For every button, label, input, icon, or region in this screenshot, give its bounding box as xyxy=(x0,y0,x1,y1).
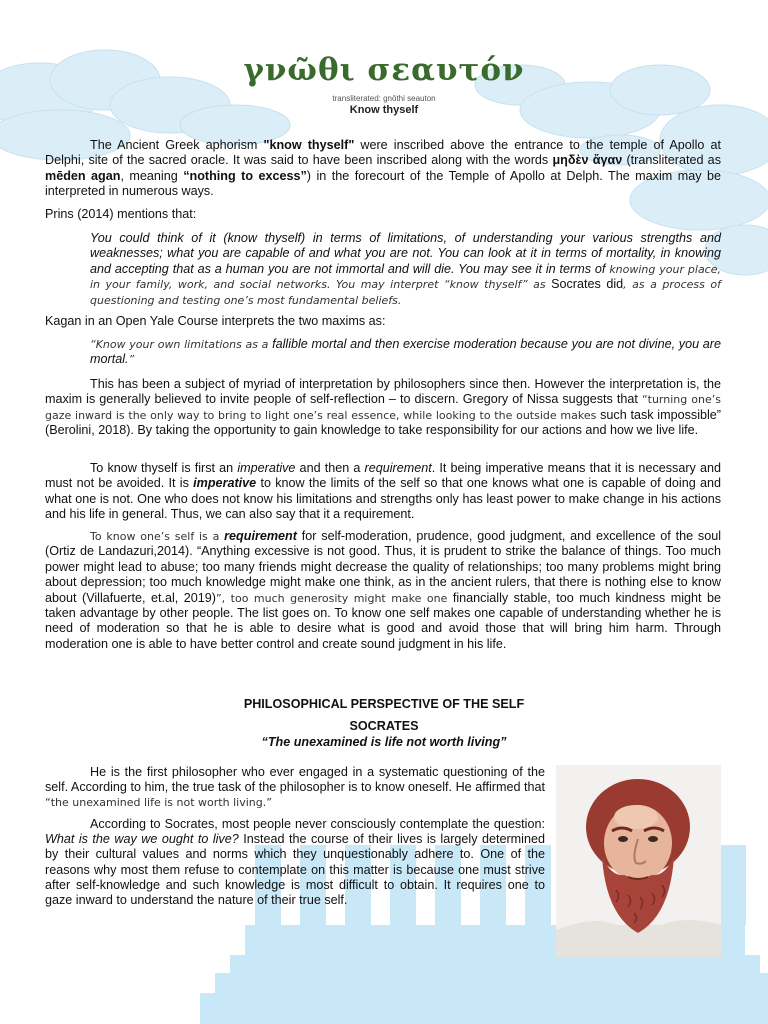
portrait-illustration-icon xyxy=(556,765,721,957)
section-subheading: SOCRATES xyxy=(349,719,419,733)
section-quote: “The unexamined is life not worth living” xyxy=(261,735,507,749)
socrates-portrait xyxy=(556,765,721,957)
paragraph-imperative: To know thyself is first an imperative and then a requirement. It being imperative means that it is necessary and must not be avoided. It is imperative to know the limits of the self so that one knows what one is capable of doing and what one is not. One who does not know his limitations and strengths only has least power to make change in his actions and his life in general. Thus, we can also say that it a requirement. xyxy=(45,461,721,522)
transliteration: transliterated: gnōthi seauton xyxy=(332,94,436,103)
section-heading: PHILOSOPHICAL PERSPECTIVE OF THE SELF xyxy=(243,697,525,711)
paragraph-kagan: Kagan in an Open Yale Course interprets the two maxims as: xyxy=(45,314,386,328)
paragraph-intro: The Ancient Greek aphorism "know thyself" were inscribed above the entrance to the temple of Apollo at Delphi, site of the sacred oracle. It was said to have been inscribed along with the words μηδὲν ἄγαν (transliterated as mēden agan, meaning “nothing to excess”) in the forecourt of the Temple of Apollo at Delph. The maxim may be interpreted in numerous ways. xyxy=(45,138,721,199)
paragraph-interpretation: This has been a subject of myriad of interpretation by philosophers since then. However the interpretation is, the maxim is generally believed to invite people of self-reflection – to discern. Gregory of Nissa suggests that “turning one’s gaze inward is the only way to bring to light one’s real essence, while looking to the outside makes such task impossible” (Berolini, 2018). By taking the opportunity to gain knowledge to take responsibility for our actions and how we live life. xyxy=(45,377,721,438)
paragraph-prins: Prins (2014) mentions that: xyxy=(45,207,197,221)
quote-prins: You could think of it (know thyself) in terms of limitations, of understanding your various strengths and weaknesses; what you are capable of and what you are not. You can look at it in terms of mortality, in knowing and accepting that as a human you are not immortal and will die. You may see it in terms of knowing your place, in your family, work, and social networks. You may interpret “know thyself” as Socrates did, as a process of questioning and testing one’s most fundamental beliefs. xyxy=(90,231,721,307)
page-title: γνῶθι σεαυτόν xyxy=(243,52,525,88)
page-subtitle: Know thyself xyxy=(349,104,419,116)
paragraph-socrates-question: According to Socrates, most people never consciously contemplate the question: What is the way we ought to live? Instead the course of their lives is largely determined by their cultural values and norms which they unquestionably adhere to. One of the reasons why most them refuse to contemplate on this matter is because one must strive after self-knowledge and such knowledge is most difficult to obtain. It requires one to gaze inward to understand the nature of their true self. xyxy=(45,817,545,908)
paragraph-socrates-intro: He is the first philosopher who ever engaged in a systematic questioning of the self. According to him, the true task of the philosopher is to know oneself. He affirmed that “the unexamined life is not worth living.” xyxy=(45,765,545,810)
quote-kagan: “Know your own limitations as a fallible mortal and then exercise moderation because you are not divine, you are mortal.” xyxy=(90,337,721,367)
paragraph-requirement: To know one’s self is a requirement for self-moderation, prudence, good judgment, and excellence of the soul (Ortiz de Landazuri,2014). “Anything excessive is not good. Thus, it is prudent to strike the balance of things. Too much power might lead to abuse; too many friends might decrease the quality of relationships; too many problems might bring about depression; too much knowledge might make one think, as in the ancient rulers, that there is nothing else to know about (Villafuerte, et.al, 2019)”, too much generosity might make one financially stable, too much kindness might be taken advantage by other people. The list goes on. To know one self makes one capable of understanding whether he is need of moderation so that he is able to desire what is good and avoid those that will bring him harm. Through moderation one is able to have better control and create sound judgment in his life. xyxy=(45,529,722,651)
